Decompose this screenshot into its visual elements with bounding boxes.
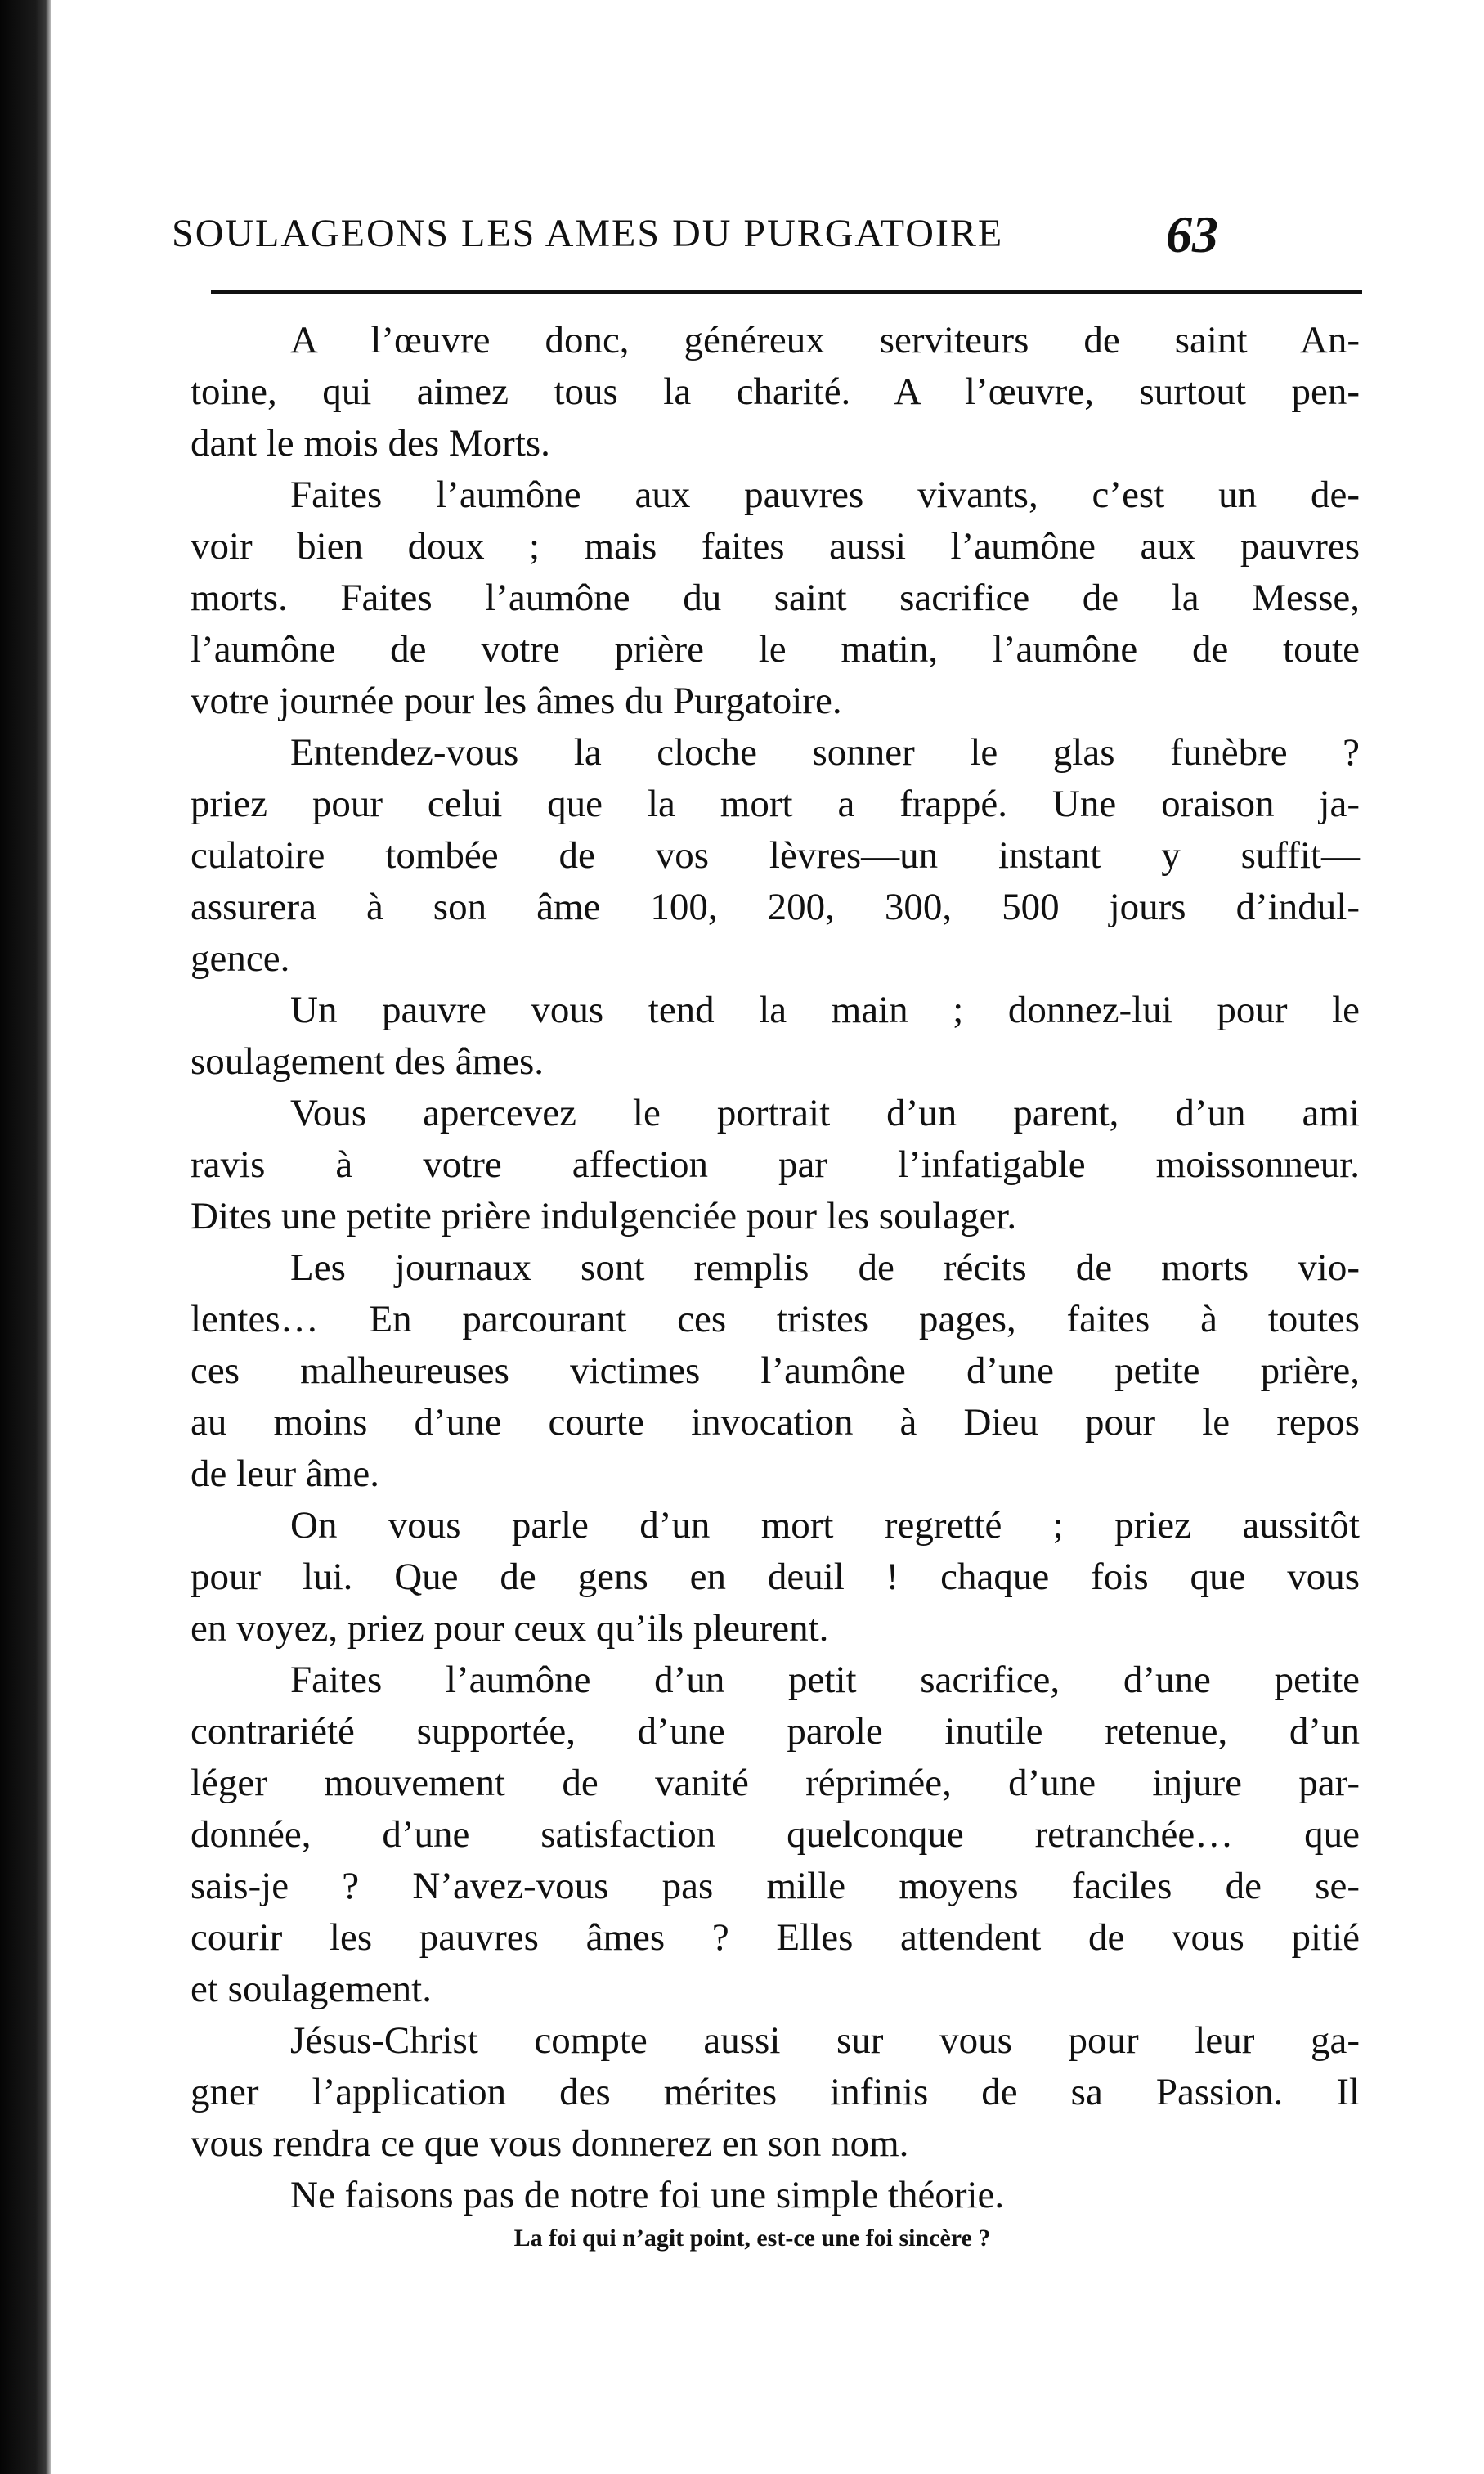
text-line: lentes… En parcourant ces tristes pages, faites à toutes — [191, 1298, 1360, 1340]
text-line: assurera à son âme 100, 200, 300, 500 jours d’indul- — [191, 886, 1360, 928]
text-line: gence. — [191, 937, 290, 980]
text-line: courir les pauvres âmes ? Elles attendent de vous pitié — [191, 1916, 1360, 1959]
text-line: soulagement des âmes. — [191, 1040, 545, 1083]
text-line: Dites une petite prière indulgenciée pour les soulager. — [191, 1195, 1017, 1237]
book-binding-edge — [0, 0, 51, 2474]
running-head — [172, 205, 1218, 268]
text-line: dant le mois des Morts. — [191, 422, 550, 465]
text-line: ces malheureuses victimes l’aumône d’une petite prière, — [191, 1349, 1360, 1392]
text-line: A l’œuvre donc, généreux serviteurs de saint An- — [290, 319, 1360, 361]
text-line: culatoire tombée de vos lèvres—un instant y suffit— — [191, 834, 1360, 877]
running-title: SOULAGEONS LES AMES DU PURGATOIRE — [172, 212, 1004, 255]
text-line: morts. Faites l’aumône du saint sacrifice de la Messe, — [191, 577, 1360, 619]
text-line: vous rendra ce que vous donnerez en son nom. — [191, 2122, 909, 2165]
text-line: en voyez, priez pour ceux qu’ils pleurent. — [191, 1607, 829, 1650]
text-line: toine, qui aimez tous la charité. A l’œuvre, surtout pen- — [191, 370, 1360, 413]
text-line: ravis à votre affection par l’infatigable moissonneur. — [191, 1143, 1360, 1186]
text-line: Jésus-Christ compte aussi sur vous pour leur ga- — [290, 2019, 1360, 2062]
text-line: de leur âme. — [191, 1453, 379, 1495]
text-line: votre journée pour les âmes du Purgatoire. — [191, 680, 842, 722]
text-line: priez pour celui que la mort a frappé. Une oraison ja- — [191, 783, 1360, 825]
text-line: Vous apercevez le portrait d’un parent, d’un ami — [290, 1092, 1360, 1134]
text-line: Entendez-vous la cloche sonner le glas funèbre ? — [290, 731, 1360, 774]
text-line: donnée, d’une satisfaction quelconque retranchée… que — [191, 1813, 1360, 1856]
text-line: Les journaux sont remplis de récits de morts vio- — [290, 1246, 1360, 1289]
text-line: l’aumône de votre prière le matin, l’aumône de toute — [191, 628, 1360, 671]
body-text — [191, 315, 1360, 2221]
text-line: au moins d’une courte invocation à Dieu pour le repos — [191, 1401, 1360, 1444]
text-line: Faites l’aumône d’un petit sacrifice, d’une petite — [290, 1659, 1360, 1701]
page-number: 63 — [1166, 205, 1218, 263]
header-rule — [211, 290, 1362, 294]
text-line: On vous parle d’un mort regretté ; priez aussitôt — [290, 1504, 1360, 1547]
text-line: et soulagement. — [191, 1968, 432, 2010]
text-line: contrariété supportée, d’une parole inutile retenue, d’un — [191, 1710, 1360, 1753]
text-line: Faites l’aumône aux pauvres vivants, c’est un de- — [290, 474, 1360, 516]
text-line: léger mouvement de vanité réprimée, d’une injure par- — [191, 1762, 1360, 1804]
closing-quote: La foi qui n’agit point, est-ce une foi sincère ? — [513, 2225, 991, 2252]
text-line: Un pauvre vous tend la main ; donnez-lui pour le — [290, 989, 1360, 1031]
text-line: pour lui. Que de gens en deuil ! chaque fois que vous — [191, 1556, 1360, 1598]
text-line: sais-je ? N’avez-vous pas mille moyens faciles de se- — [191, 1865, 1360, 1907]
text-line: voir bien doux ; mais faites aussi l’aumône aux pauvres — [191, 525, 1360, 568]
text-line: gner l’application des mérites infinis de sa Passion. Il — [191, 2071, 1360, 2113]
text-line: Ne faisons pas de notre foi une simple théorie. — [290, 2174, 1005, 2216]
